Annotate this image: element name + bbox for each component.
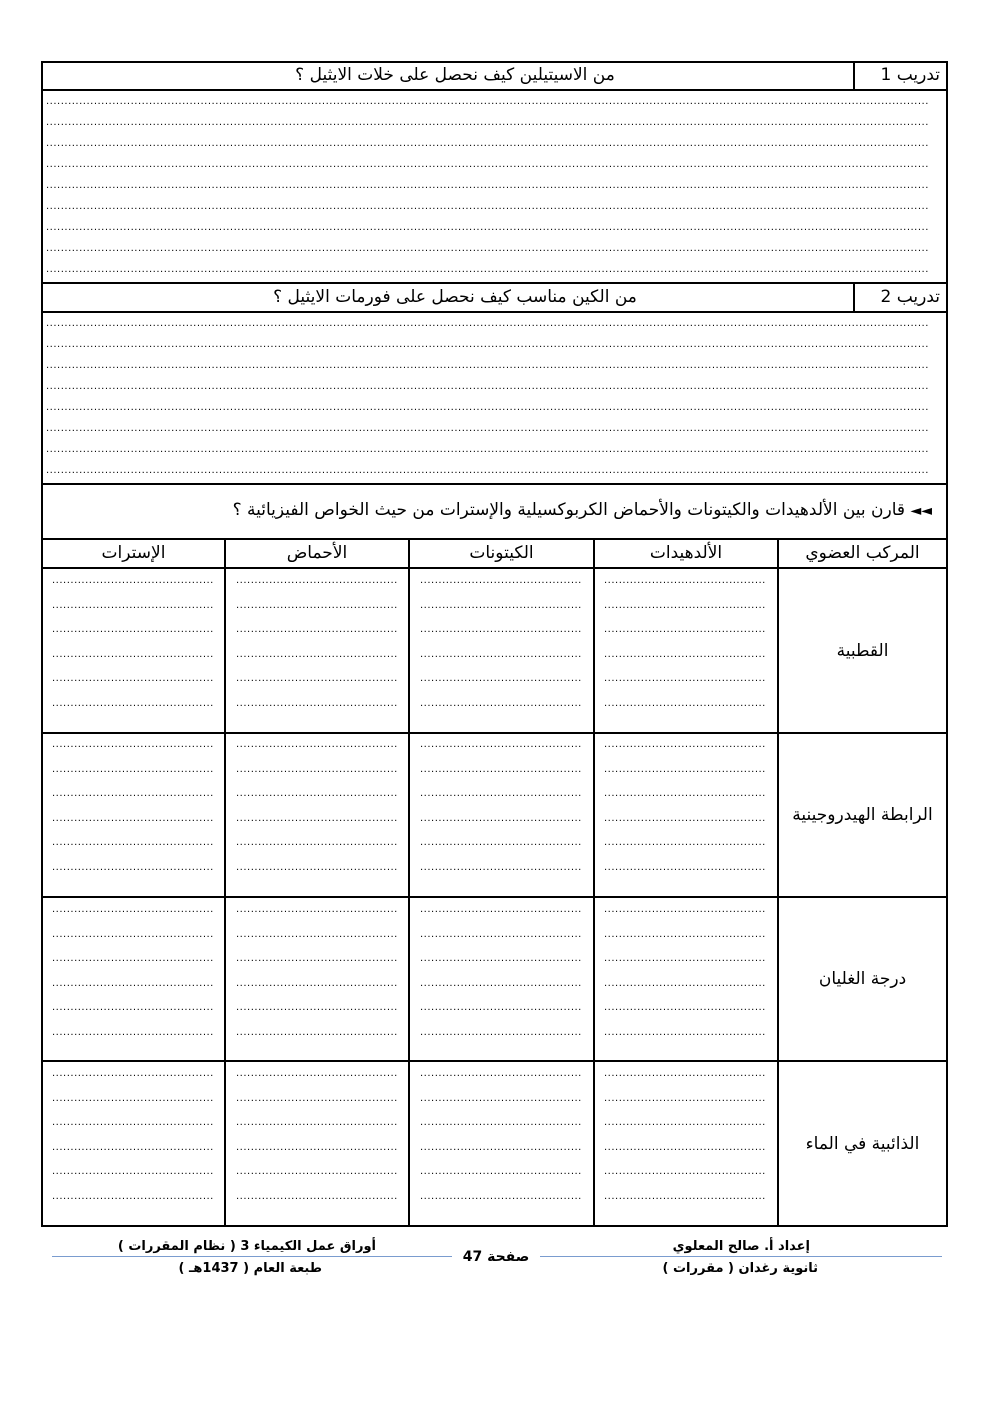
answer-line [52,814,214,824]
answer-line [46,361,928,371]
answer-line [420,1118,582,1128]
answer-line [420,1003,582,1013]
exercise-1-label: تدريب 1 [880,65,940,85]
answer-line [46,466,928,476]
answer-line [604,699,766,709]
answer-line [420,576,582,586]
answer-line [46,97,928,107]
row-label-boiling-point: درجة الغليان [818,969,907,989]
answer-line [52,789,214,799]
answer-line [52,954,214,964]
answer-line [52,765,214,775]
answer-line [52,1028,214,1038]
answer-line [420,740,582,750]
answer-line [46,202,928,212]
answer-line [236,1143,398,1153]
answer-line [420,650,582,660]
answer-line [236,625,398,635]
answer-line [236,863,398,873]
answer-line [420,979,582,989]
answer-line [604,601,766,611]
row-label-hydrogen-bond: الرابطة الهيدروجينية [792,805,933,825]
answer-line [604,625,766,635]
answer-line [420,699,582,709]
footer-author: إعداد أ. صالح المعلوي [672,1239,810,1254]
answer-line [236,814,398,824]
answer-line [46,319,928,329]
answer-line [236,650,398,660]
column-header-acids: الأحماض [286,543,348,563]
column-header-esters: الإسترات [101,543,166,563]
answer-line [46,382,928,392]
answer-line [604,650,766,660]
answer-line [236,838,398,848]
answer-line [604,789,766,799]
column-header-aldehydes: الألدهيدات [649,543,723,563]
double-arrow-icon: ◄◄ [910,503,932,519]
answer-line [52,650,214,660]
answer-line [52,1118,214,1128]
answer-line [604,765,766,775]
answer-line [46,445,928,455]
footer-page-number: صفحة 47 [462,1249,530,1265]
answer-line [604,1003,766,1013]
answer-line [236,1069,398,1079]
table-top-border [41,538,948,540]
answer-line [420,674,582,684]
answer-line [52,740,214,750]
answer-line [52,625,214,635]
footer-edition: طبعة العام ( 1437هـ ) [178,1261,322,1276]
answer-line [236,740,398,750]
answer-line [420,765,582,775]
answer-line [604,1167,766,1177]
row-label-solubility: الذائبية في الماء [805,1133,920,1154]
answer-line [420,905,582,915]
exercise-2-label: تدريب 2 [880,287,940,307]
answer-line [52,576,214,586]
answer-line [604,1118,766,1128]
answer-line [420,1192,582,1202]
column-header-compound: المركب العضوي [805,543,920,563]
table-column-border [593,538,595,1227]
answer-line [52,930,214,940]
answer-line [236,930,398,940]
answer-line [52,905,214,915]
answer-line [420,601,582,611]
footer-rule-right [540,1256,942,1257]
answer-line [46,403,928,413]
answer-line [420,1069,582,1079]
answer-line [236,1028,398,1038]
answer-line [420,1167,582,1177]
answer-line [52,699,214,709]
answer-line [52,601,214,611]
answer-line [236,954,398,964]
answer-line [604,1143,766,1153]
answer-line [604,1069,766,1079]
answer-line [236,674,398,684]
answer-line [604,1192,766,1202]
answer-line [420,1028,582,1038]
answer-line [604,863,766,873]
answer-line [604,1028,766,1038]
divider [853,282,855,312]
answer-line [420,838,582,848]
answer-line [604,905,766,915]
answer-line [604,954,766,964]
divider [853,61,855,90]
answer-line [46,340,928,350]
answer-line [420,1143,582,1153]
answer-line [46,139,928,149]
answer-line [420,625,582,635]
compare-question-text: قارن بين الألدهيدات والكيتونات والأحماض الكربوكسيلية والإسترات من حيث الخواص الفيزيائية ؟ [232,500,906,520]
column-header-ketones: الكيتونات [469,543,534,563]
exercise-1-question: من الاسيتيلين كيف نحصل على خلات الايثيل ؟ [295,65,615,85]
answer-line [236,1167,398,1177]
answer-line [420,930,582,940]
exercise-2-question: من الكين مناسب كيف نحصل على فورمات الايثيل ؟ [273,287,637,307]
answer-line [236,699,398,709]
divider [41,483,948,485]
answer-line [52,1069,214,1079]
table-column-border [224,538,226,1227]
answer-line [46,160,928,170]
answer-line [420,789,582,799]
answer-line [52,1167,214,1177]
answer-line [420,954,582,964]
answer-line [604,576,766,586]
answer-line [604,930,766,940]
answer-line [236,789,398,799]
answer-line [236,765,398,775]
answer-line [52,1094,214,1104]
answer-line [236,1094,398,1104]
answer-line [236,905,398,915]
answer-line [46,118,928,128]
answer-line [46,265,928,275]
answer-line [46,244,928,254]
answer-line [604,674,766,684]
answer-line [46,181,928,191]
footer-rule-left [52,1256,452,1257]
divider [41,89,948,91]
compare-question [60,498,932,523]
answer-line [46,223,928,233]
answer-line [52,1003,214,1013]
answer-line [604,740,766,750]
answer-line [236,1118,398,1128]
answer-line [604,1094,766,1104]
answer-line [52,674,214,684]
row-label-polarity: القطبية [836,640,889,661]
divider [41,282,948,284]
divider [41,311,948,313]
footer-title: أوراق عمل الكيمياء 3 ( نظام المقررات ) [117,1239,376,1254]
answer-line [236,601,398,611]
answer-line [236,576,398,586]
answer-line [52,838,214,848]
answer-line [236,1192,398,1202]
answer-line [52,979,214,989]
footer-school: ثانوية رغدان ( مقررات ) [662,1261,818,1276]
answer-line [420,1094,582,1104]
table-column-border [408,538,410,1227]
answer-line [52,1143,214,1153]
answer-line [52,863,214,873]
answer-line [604,838,766,848]
answer-line [52,1192,214,1202]
answer-line [420,814,582,824]
answer-line [236,979,398,989]
answer-line [604,979,766,989]
answer-line [604,814,766,824]
answer-line [236,1003,398,1013]
answer-line [420,863,582,873]
answer-line [46,424,928,434]
